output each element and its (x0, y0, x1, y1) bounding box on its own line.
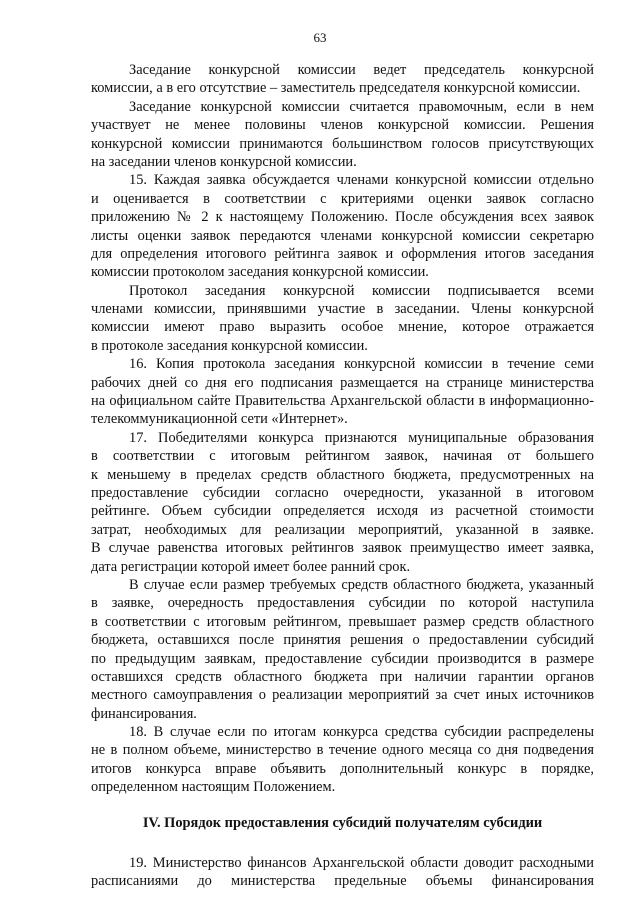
text-line: для определения итогового рейтинга заявок и оформления итогов заседания (91, 245, 594, 262)
text-line: участвует не менее половины членов конкурсной комиссии. Решения (91, 117, 594, 134)
text-line: не в полном объеме, министерство в течение одного месяца со дня подведения (91, 742, 594, 759)
text-line: конкурсной комиссии принимаются большинством голосов присутствующих (91, 135, 594, 152)
text-line: дата регистрации которой имеет более ранний срок. (91, 558, 411, 575)
text-line: финансирования. (91, 705, 197, 722)
text-line: определенном настоящим Положением. (91, 779, 336, 796)
text-line: Заседание конкурсной комиссии считается правомочным, если в нем (129, 98, 594, 115)
paragraph-item-16 (91, 355, 594, 429)
document-body (91, 61, 594, 891)
text-line: и оценивается в соответствии с критериями оценки заявок согласно (91, 190, 594, 207)
paragraph-insufficient-funds (91, 576, 594, 723)
text-line: по предыдущим заявкам, предоставление субсидии производится в размере (91, 650, 594, 667)
text-line: предоставление субсидии согласно очередности, указанной в итоговом (91, 484, 594, 501)
paragraph-item-17 (91, 429, 594, 576)
text-line: расписаниями до министерства предельные объемы финансирования (91, 873, 594, 890)
text-line: 15. Каждая заявка обсуждается членами конкурсной комиссии отдельно (129, 172, 594, 189)
text-line: оставшихся средств областного бюджета при наличии гарантии органов (91, 668, 594, 685)
text-line: В случае равенства итоговых рейтингов заявок преимущество имеет заявка, (91, 540, 594, 557)
text-line: 19. Министерство финансов Архангельской области доводит расходными (129, 855, 594, 872)
text-line: Протокол заседания конкурсной комиссии подписывается всеми (129, 282, 594, 299)
text-line: в заявке, очередность предоставления субсидии по которой наступила (91, 595, 594, 612)
paragraph-chair (91, 61, 594, 98)
text-line: рейтинге. Объем субсидии определяется исходя из расчетной стоимости (91, 503, 594, 520)
paragraph-item-18 (91, 723, 594, 797)
text-line: Заседание конкурсной комиссии ведет председатель конкурсной (129, 62, 594, 78)
text-line: комиссии протоколом заседания конкурсной комиссии. (91, 264, 429, 281)
text-line: рабочих дней со дня его подписания размещается на странице министерства (91, 374, 594, 391)
text-line: членами комиссии, принявшими участие в заседании. Члены конкурсной (91, 301, 594, 318)
text-line: листы оценки заявок передаются членами конкурсной комиссии секретарю (91, 227, 594, 244)
section-heading: IV. Порядок предоставления субсидий получателям субсидии (142, 814, 543, 831)
page-number: 63 (313, 30, 327, 45)
text-line: комиссии, а в его отсутствие – заместитель председателя конкурсной комиссии. (91, 80, 581, 97)
text-line: на официальном сайте Правительства Архангельской области в информационно- (91, 393, 594, 410)
text-line: бюджета, оставшихся после принятия решения о предоставлении субсидий (91, 632, 594, 649)
text-line: в соответствии с итоговым рейтингом заявок, начиная от большего (91, 448, 594, 465)
text-line: В случае если размер требуемых средств областного бюджета, указанный (129, 576, 594, 593)
text-line: 17. Победителями конкурса признаются муниципальные образования (129, 429, 594, 446)
text-line: 16. Копия протокола заседания конкурсной комиссии в течение семи (129, 356, 594, 373)
text-line: затрат, необходимых для реализации мероприятий, указанной в заявке. (91, 521, 594, 538)
paragraph-protocol (91, 282, 594, 356)
paragraph-quorum (91, 98, 594, 172)
text-line: телекоммуникационной сети «Интернет». (91, 411, 348, 428)
text-line: в соответствии с итоговым рейтингом, превышает размер средств областного (91, 613, 594, 630)
text-line: на заседании членов конкурсной комиссии. (91, 153, 357, 170)
text-line: приложению № 2 к настоящему Положению. После обсуждения всех заявок (91, 209, 594, 226)
text-line: в протоколе заседания конкурсной комиссии. (91, 337, 368, 354)
text-line: комиссии имеют право выразить особое мнение, которое отражается (91, 319, 594, 336)
text-line: к меньшему в пределах средств областного бюджета, предусмотренных на (91, 466, 594, 483)
text-line: итогов конкурса вправе объявить дополнительный конкурс в порядке, (91, 760, 594, 777)
paragraph-item-15 (91, 171, 594, 281)
text-line: 18. В случае если по итогам конкурса средства субсидии распределены (129, 724, 594, 741)
text-line: местного самоуправления о реализации мероприятий за счет иных источников (91, 687, 594, 704)
paragraph-item-19 (91, 854, 594, 891)
